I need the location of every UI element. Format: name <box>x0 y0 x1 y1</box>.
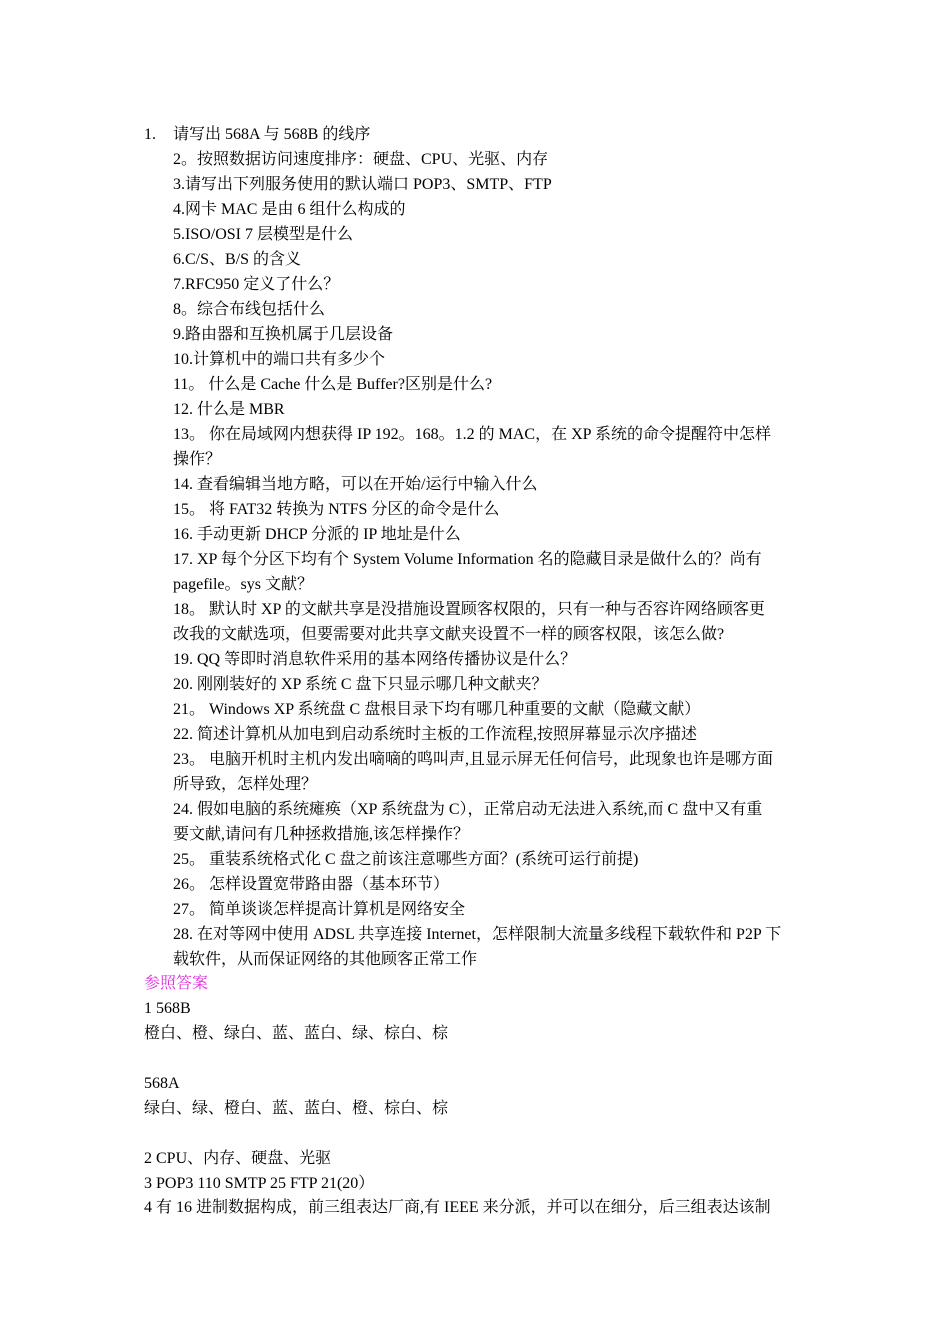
question-line: 26。 怎样设置宽带路由器（基本环节） <box>173 876 450 893</box>
question-line: 6.C/S、B/S 的含义 <box>173 251 302 268</box>
answers-title: 参照答案 <box>144 975 209 992</box>
question-line: 所导致，怎样处理？ <box>173 776 318 793</box>
question-line: 15。 将 FAT32 转换为 NTFS 分区的命令是什么 <box>173 501 500 518</box>
answer-line: 4 有 16 进制数据构成，前三组表达厂商,有 IEEE 来分派，并可以在细分，后三组表达该制 <box>144 1199 771 1216</box>
answer-line: 568A <box>144 1075 180 1092</box>
question-line: 24. 假如电脑的系统瘫痪（XP 系统盘为 C），正常启动无法进入系统,而 C 盘中又有重 <box>173 801 763 818</box>
question-line: 14. 查看编辑当地方略，可以在开始/运行中输入什么 <box>173 476 538 493</box>
answer-line: 绿白、绿、橙白、蓝、蓝白、橙、棕白、棕 <box>144 1100 449 1117</box>
question-line: 9.路由器和互换机属于几层设备 <box>173 326 394 343</box>
question-line: 改我的文献选项，但要需要对此共享文献夹设置不一样的顾客权限，该怎么做? <box>173 626 725 643</box>
question-line: 2。按照数据访问速度排序：硬盘、CPU、光驱、内存 <box>173 151 549 168</box>
question-line: 19. QQ 等即时消息软件采用的基本网络传播协议是什么？ <box>173 651 577 668</box>
question-line: 12. 什么是 MBR <box>173 401 285 418</box>
question-line: 10.计算机中的端口共有多少个 <box>173 351 386 368</box>
question-line: 载软件，从而保证网络的其他顾客正常工作 <box>173 951 478 968</box>
question-line: 4.网卡 MAC 是由 6 组什么构成的 <box>173 201 406 218</box>
question-line: 16. 手动更新 DHCP 分派的 IP 地址是什么 <box>173 526 461 543</box>
question-line: 21。 Windows XP 系统盘 C 盘根目录下均有哪几种重要的文献（隐藏文献） <box>173 701 701 718</box>
question-line: 要文献,请问有几种拯救措施,该怎样操作？ <box>173 826 470 843</box>
question-line: 22. 简述计算机从加电到启动系统时主板的工作流程,按照屏幕显示次序描述 <box>173 726 698 743</box>
question-line: 8。综合布线包括什么 <box>173 301 326 318</box>
question-line: 11。 什么是 Cache 什么是 Buffer?区别是什么? <box>173 376 493 393</box>
question-1-text: 请写出 568A 与 568B 的线序 <box>173 126 371 143</box>
question-1-number: 1. <box>144 126 156 143</box>
question-line: 17. XP 每个分区下均有个 System Volume Information 名的隐藏目录是做什么的？尚有 <box>173 551 762 568</box>
answer-line: 3 POP3 110 SMTP 25 FTP 21(20） <box>144 1175 375 1192</box>
question-line: 3.请写出下列服务使用的默认端口 POP3、SMTP、FTP <box>173 176 552 193</box>
question-1 <box>144 123 370 147</box>
answer-line: 橙白、橙、绿白、蓝、蓝白、绿、棕白、棕 <box>144 1025 449 1042</box>
question-line: 13。 你在局域网内想获得 IP 192。168。1.2 的 MAC，在 XP 系统的命令提醒符中怎样 <box>173 426 771 443</box>
answer-line: 1 568B <box>144 1000 191 1017</box>
question-line: 7.RFC950 定义了什么？ <box>173 276 340 293</box>
question-line: pagefile。sys 文献？ <box>173 576 313 593</box>
question-line: 5.ISO/OSI 7 层模型是什么 <box>173 226 354 243</box>
question-line: 25。 重装系统格式化 C 盘之前该注意哪些方面？(系统可运行前提) <box>173 851 639 868</box>
question-line: 18。 默认时 XP 的文献共享是没措施设置顾客权限的，只有一种与否容许网络顾客更 <box>173 601 765 618</box>
answer-line: 2 CPU、内存、硬盘、光驱 <box>144 1150 332 1167</box>
question-line: 28. 在对等网中使用 ADSL 共享连接 Internet，怎样限制大流量多线程下载软件和 P2P 下 <box>173 926 782 943</box>
question-line: 23。 电脑开机时主机内发出嘀嘀的鸣叫声,且显示屏无任何信号，此现象也许是哪方面 <box>173 751 774 768</box>
question-line: 20. 刚刚装好的 XP 系统 C 盘下只显示哪几种文献夹？ <box>173 676 548 693</box>
question-line: 27。 简单谈谈怎样提高计算机是网络安全 <box>173 901 466 918</box>
question-line: 操作？ <box>173 451 222 468</box>
